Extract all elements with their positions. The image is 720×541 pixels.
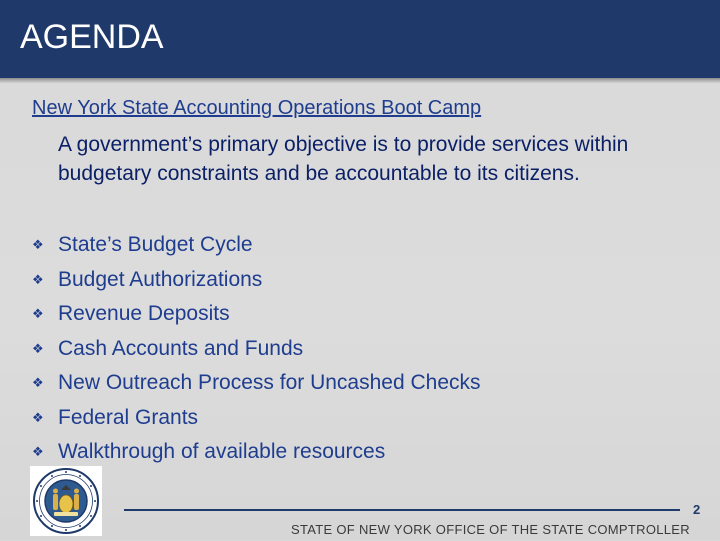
office-name: STATE OF NEW YORK OFFICE OF THE STATE COMPTROLLER <box>291 522 690 537</box>
agenda-item <box>32 435 481 470</box>
page-number: 2 <box>693 502 701 517</box>
footer-divider <box>124 509 680 511</box>
title-divider <box>0 78 720 83</box>
objective-statement: A government’s primary objective is to provide services within budgetary constraints and be accountable to its citizens. <box>58 133 629 185</box>
agenda-item <box>32 332 481 367</box>
slide-title: AGENDA <box>20 18 164 56</box>
agenda-item <box>32 263 481 298</box>
diamond-bullet-icon: ❖ <box>32 271 44 287</box>
agenda-item-label: New Outreach Process for Uncashed Checks <box>58 371 481 395</box>
diamond-bullet-icon: ❖ <box>32 306 44 322</box>
agenda-item-label: Revenue Deposits <box>58 302 230 326</box>
agenda-item-label: Walkthrough of available resources <box>58 440 386 464</box>
agenda-item <box>32 228 481 263</box>
title-bar <box>0 0 720 78</box>
diamond-bullet-icon: ❖ <box>32 340 44 356</box>
agenda-item <box>32 297 481 332</box>
diamond-bullet-icon: ❖ <box>32 375 44 391</box>
agenda-item-label: Federal Grants <box>58 405 199 429</box>
agenda-item <box>32 401 481 436</box>
agenda-item-label: Cash Accounts and Funds <box>58 336 304 360</box>
comptroller-seal-logo <box>30 466 102 536</box>
diamond-bullet-icon: ❖ <box>32 237 44 253</box>
diamond-bullet-icon: ❖ <box>32 409 44 425</box>
agenda-list <box>32 228 481 470</box>
agenda-item-label: State’s Budget Cycle <box>58 233 253 257</box>
agenda-item <box>32 366 481 401</box>
diamond-bullet-icon: ❖ <box>32 444 44 460</box>
agenda-item-label: Budget Authorizations <box>58 267 263 291</box>
slide-subtitle: New York State Accounting Operations Boot Camp <box>32 97 482 119</box>
